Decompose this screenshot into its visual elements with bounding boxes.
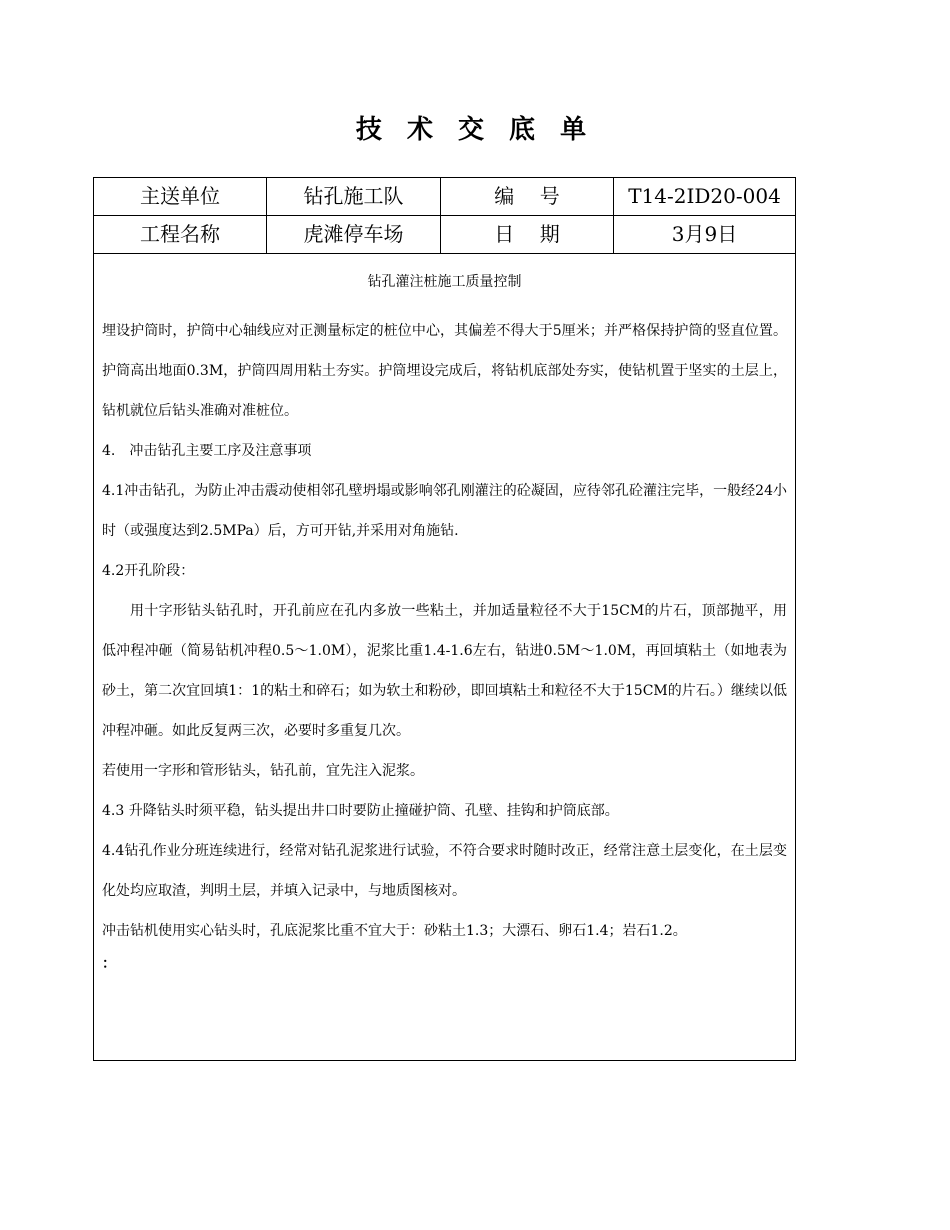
paragraph-4-4: 4.4钻孔作业分班连续进行，经常对钻孔泥浆进行试验，不符合要求时随时改正，经常注意土层变化，在土层变化处均应取渣，判明土层，并填入记录中，与地质图核对。 xyxy=(102,843,787,899)
project-label: 工程名称 xyxy=(94,216,267,254)
recipient-label: 主送单位 xyxy=(94,178,267,216)
content-row xyxy=(94,254,796,1061)
paragraph-cross-bit: 用十字形钻头钻孔时，开孔前应在孔内多放一些粘土，并加适量粒径不大于15CM的片石，顶部抛平，用低冲程冲砸（简易钻机冲程0.5～1.0M），泥浆比重1.4-1.6左右，钻进0.5M～1.0M，再回填粘土（如地表为砂土，第二次宜回填1：1的粘土和碎石；如为软土和粉砂，即回填粘土和粒径不大于15CM的片石。）继续以低冲程冲砸。如此反复两三次，必要时多重复几次。 xyxy=(102,603,787,739)
header-row-1 xyxy=(94,178,796,216)
page-title: 技 术 交 底 单 xyxy=(355,115,595,145)
date-value: 3月9日 xyxy=(614,216,796,254)
number-label: 编 号 xyxy=(441,178,614,216)
paragraph-flat-bit: 若使用一字形和管形钻头，钻孔前，宜先注入泥浆。 xyxy=(102,763,424,779)
paragraph-casing: 埋设护筒时，护筒中心轴线应对正测量标定的桩位中心，其偏差不得大于5厘米；并严格保持护筒的竖直位置。护筒高出地面0.3M，护筒四周用粘土夯实。护筒埋设完成后，将钻机底部处夯实，使钻机置于坚实的土层上，钻机就位后钻头准确对准桩位。 xyxy=(102,323,787,419)
header-row-2 xyxy=(94,216,796,254)
recipient-value: 钻孔施工队 xyxy=(267,178,441,216)
project-value: 虎滩停车场 xyxy=(267,216,441,254)
paragraph-4-2: 4.2开孔阶段： xyxy=(102,563,195,579)
disclosure-table xyxy=(93,177,796,1061)
paragraph-section-4: 4. 冲击钻孔主要工序及注意事项 xyxy=(102,443,312,459)
paragraph-4-1: 4.1冲击钻孔，为防止冲击震动使相邻孔壁坍塌或影响邻孔刚灌注的砼凝固，应待邻孔砼灌注完毕，一般经24小时（或强度达到2.5MPa）后，方可开钻,并采用对角施钻. xyxy=(102,483,787,539)
date-label: 日 期 xyxy=(441,216,614,254)
content-cell xyxy=(94,254,796,1061)
content-title: 钻孔灌注桩施工质量控制 xyxy=(367,274,522,290)
paragraph-4-3: 4.3 升降钻头时须平稳，钻头提出井口时要防止撞碰护筒、孔壁、挂钩和护筒底部。 xyxy=(102,803,619,819)
number-value: T14-2ID20-004 xyxy=(614,178,796,216)
paragraph-mud-density: 冲击钻机使用实心钻头时，孔底泥浆比重不宜大于：砂粘土1.3；大漂石、卵石1.4；岩石1.2。 xyxy=(102,923,687,939)
trailing-colon: ： xyxy=(102,956,116,972)
